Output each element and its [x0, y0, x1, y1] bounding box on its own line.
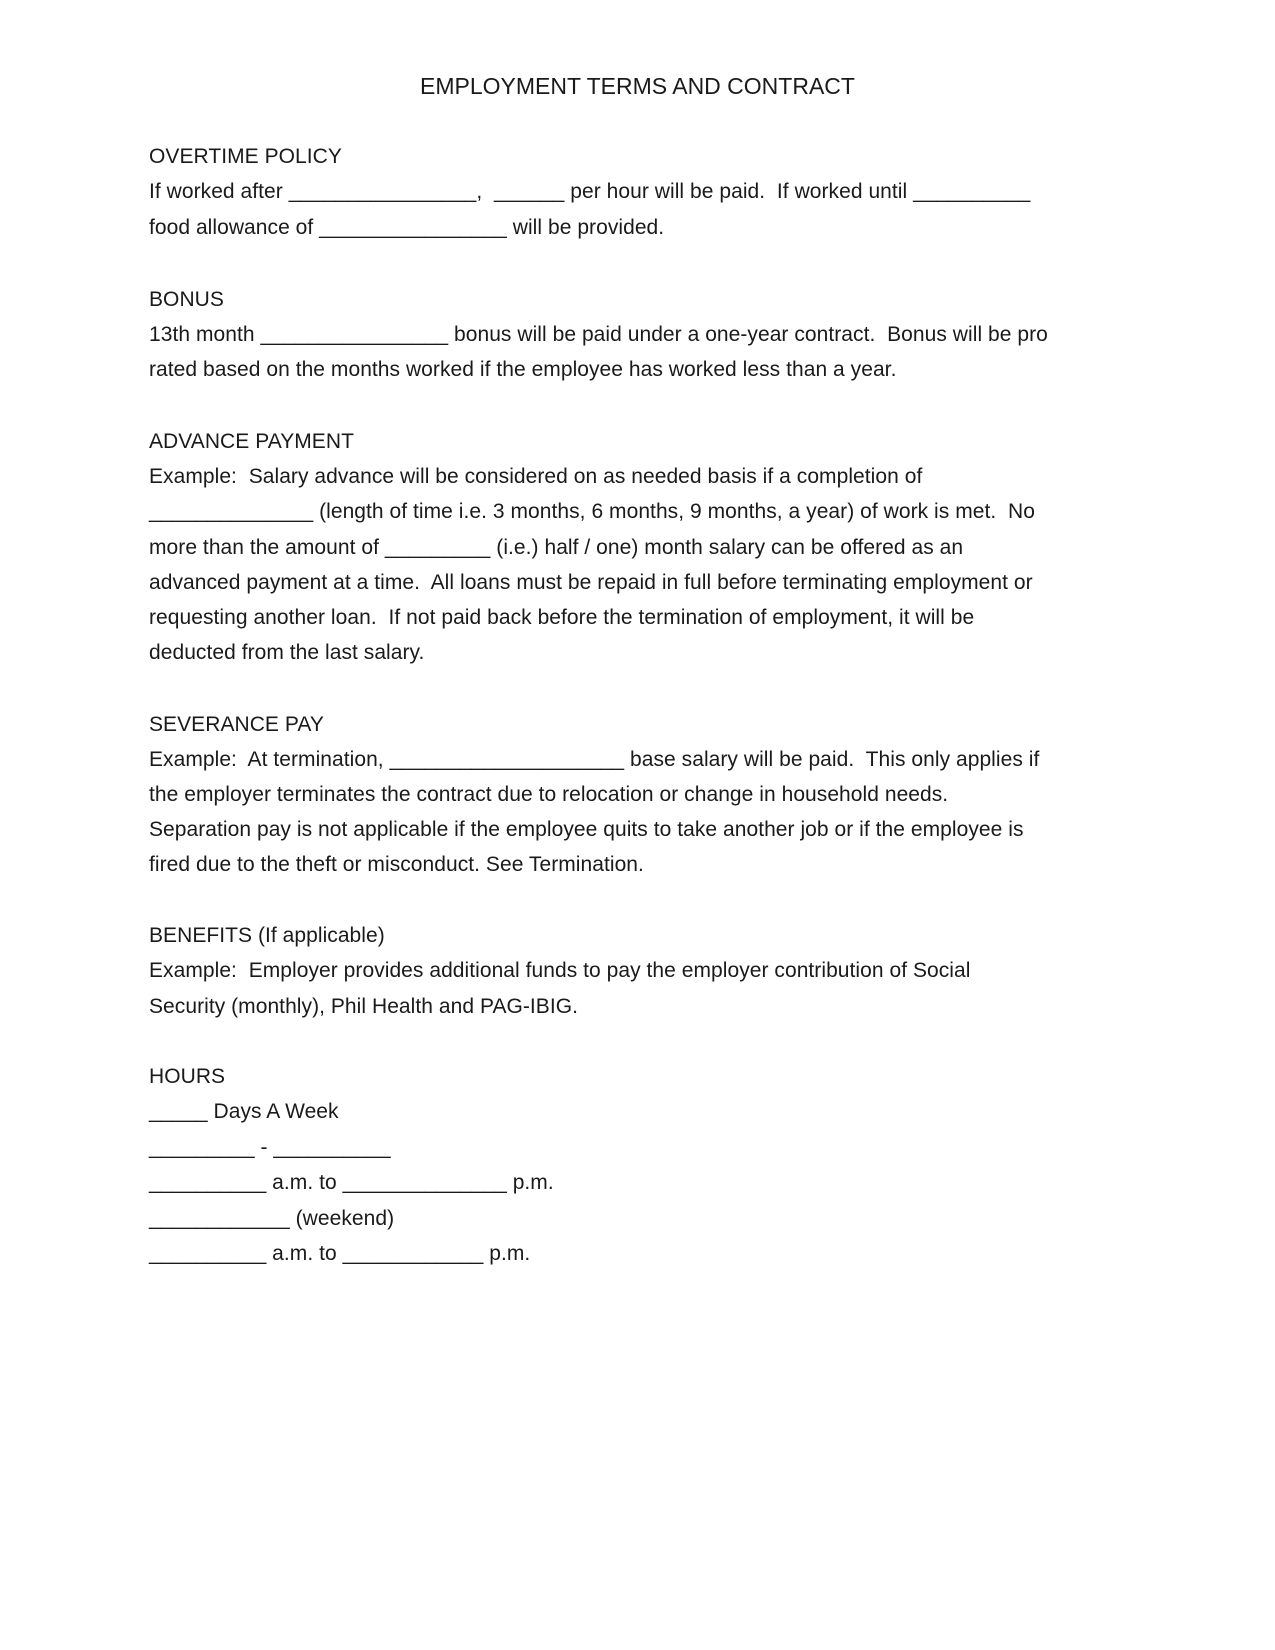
- severance-line-2: the employer terminates the contract due to relocation or change in household needs.: [149, 783, 949, 806]
- benefits-line-1: Example: Employer provides additional funds to pay the employer contribution of Social: [149, 959, 971, 982]
- overtime-line-2: food allowance of ________________ will be provided.: [149, 216, 665, 239]
- advance-payment-line-5: requesting another loan. If not paid back before the termination of employment, it will be: [149, 606, 975, 629]
- document-title: EMPLOYMENT TERMS AND CONTRACT: [420, 73, 855, 99]
- advance-payment-line-2: ______________ (length of time i.e. 3 months, 6 months, 9 months, a year) of work is met. No: [149, 500, 1035, 523]
- hours-line-2: _________ - __________: [149, 1136, 391, 1159]
- bonus-heading: BONUS: [149, 288, 224, 311]
- overtime-heading: OVERTIME POLICY: [149, 145, 342, 168]
- hours-heading: HOURS: [149, 1065, 226, 1088]
- hours-line-3: __________ a.m. to ______________ p.m.: [149, 1171, 554, 1194]
- severance-line-1: Example: At termination, ____________________ base salary will be paid. This only applies if: [149, 748, 1040, 771]
- hours-line-5: __________ a.m. to ____________ p.m.: [149, 1242, 531, 1265]
- severance-line-4: fired due to the theft or misconduct. See Termination.: [149, 853, 644, 876]
- bonus-line-1: 13th month ________________ bonus will be paid under a one-year contract. Bonus will be pro: [149, 323, 1048, 346]
- advance-payment-line-1: Example: Salary advance will be considered on as needed basis if a completion of: [149, 465, 923, 488]
- severance-heading: SEVERANCE PAY: [149, 713, 324, 736]
- severance-line-3: Separation pay is not applicable if the employee quits to take another job or if the employee is: [149, 818, 1024, 841]
- overtime-line-1: If worked after ________________, ______ per hour will be paid. If worked until __________: [149, 180, 1031, 203]
- advance-payment-heading: ADVANCE PAYMENT: [149, 430, 354, 453]
- bonus-line-2: rated based on the months worked if the employee has worked less than a year.: [149, 358, 897, 381]
- advance-payment-line-3: more than the amount of _________ (i.e.) half / one) month salary can be offered as an: [149, 536, 964, 559]
- hours-line-4: ____________ (weekend): [149, 1207, 395, 1230]
- advance-payment-line-4: advanced payment at a time. All loans must be repaid in full before terminating employment or: [149, 571, 1033, 594]
- advance-payment-line-6: deducted from the last salary.: [149, 641, 425, 664]
- benefits-line-2: Security (monthly), Phil Health and PAG-IBIG.: [149, 995, 579, 1018]
- benefits-heading: BENEFITS (If applicable): [149, 924, 385, 947]
- hours-line-1: _____ Days A Week: [149, 1100, 339, 1123]
